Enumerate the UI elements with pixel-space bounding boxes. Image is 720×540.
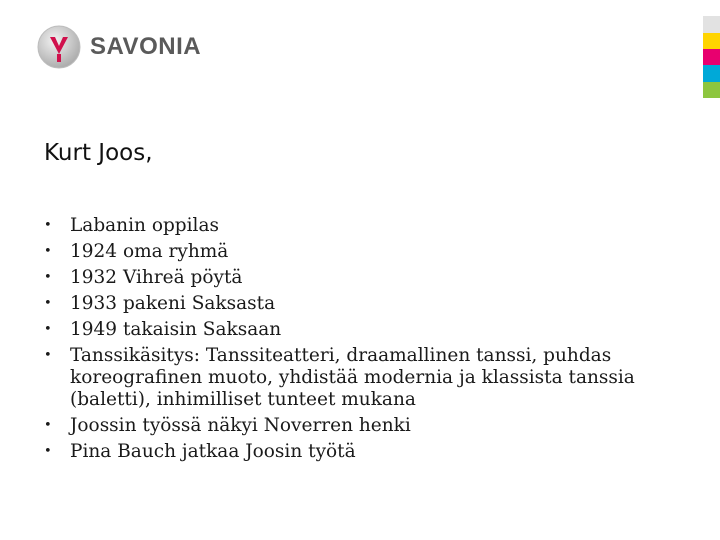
bullet-item: • 1933 pakeni Saksasta <box>44 293 684 315</box>
color-strip <box>703 0 720 98</box>
bullet-item: • 1932 Vihreä pöytä <box>44 267 684 289</box>
bullet-item: • Pina Bauch jatkaa Joosin työtä <box>44 441 684 463</box>
slide-title: Kurt Joos, <box>44 140 153 166</box>
color-strip-segment <box>703 82 720 98</box>
color-strip-segment <box>703 33 720 49</box>
bullet-list <box>44 215 684 467</box>
color-strip-segment <box>703 65 720 81</box>
color-strip-segment <box>703 49 720 65</box>
color-strip-segment <box>703 0 720 16</box>
savonia-logo <box>36 24 201 70</box>
brand-name: SAVONIA <box>90 33 202 60</box>
bullet-item: • Labanin oppilas <box>44 215 684 237</box>
bullet-item: • 1924 oma ryhmä <box>44 241 684 263</box>
bullet-item: • Tanssikäsitys: Tanssiteatteri, draamallinen tanssi, puhdas koreografinen muoto, yhdistää modernia ja klassista tanssia (baletti), inhimilliset tunteet mukana <box>44 345 684 411</box>
savonia-logo-icon <box>36 24 82 70</box>
bullet-item: • 1949 takaisin Saksaan <box>44 319 684 341</box>
bullet-item: • Joossin työssä näkyi Noverren henki <box>44 415 684 437</box>
color-strip-segment <box>703 16 720 32</box>
